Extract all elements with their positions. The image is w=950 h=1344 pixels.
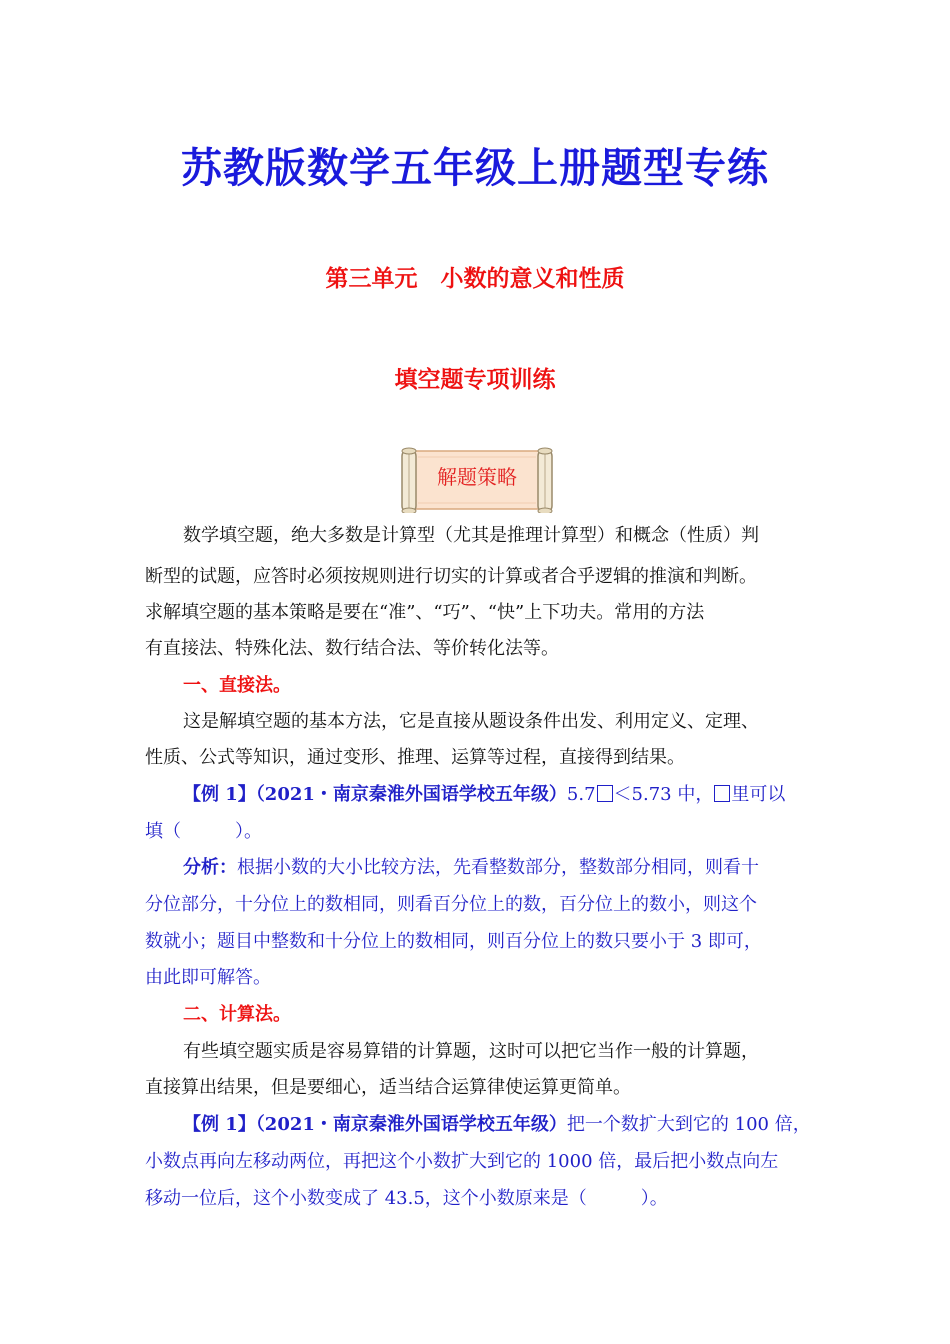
example-question-part-2: ＜5.73 中， (613, 784, 714, 805)
method2-example-line-1 (183, 1113, 883, 1137)
analysis-line-2: 分位部分，十分位上的数相同，则看百分位上的数，百分位上的数小，则这个 (145, 894, 757, 915)
intro-line-2: 断型的试题，应答时必须按规则进行切实的计算或者合乎逻辑的推演和判断。 (145, 566, 757, 587)
example-question-1: 把一个数扩大到它的 100 倍， (566, 1114, 811, 1135)
method2-heading: 二、计算法。 (183, 1004, 291, 1025)
method1-desc-1: 这是解填空题的基本方法，它是直接从题设条件出发、利用定义、定理、 (183, 711, 759, 732)
method2-desc-2: 直接算出结果，但是要细心，适当结合运算律使运算更简单。 (145, 1077, 631, 1098)
method2-example-line-2: 小数点再向左移动两位，再把这个小数扩大到它的 1000 倍，最后把小数点向左 (145, 1151, 779, 1172)
strategy-scroll-banner (398, 447, 556, 513)
example-question-part-1: 5.7 (566, 784, 596, 805)
analysis-label: 分析： (183, 857, 237, 878)
example-tag: 【例 1】（2021・南京秦淮外国语学校五年级） (183, 1114, 567, 1135)
intro-line-4: 有直接法、特殊化法、数行结合法、等价转化法等。 (145, 638, 559, 659)
banner-label: 解题策略 (437, 465, 517, 489)
blank-box (597, 785, 613, 802)
method2-desc-1: 有些填空题实质是容易算错的计算题，这时可以把它当作一般的计算题， (183, 1041, 759, 1062)
example-tag: 【例 1】（2021・南京秦淮外国语学校五年级） (183, 784, 567, 805)
intro-line-1: 数学填空题，绝大多数是计算型（尤其是推理计算型）和概念（性质）判 (183, 525, 759, 546)
method1-desc-2: 性质、公式等知识，通过变形、推理、运算等过程，直接得到结果。 (145, 747, 685, 768)
analysis-text-1: 根据小数的大小比较方法，先看整数部分，整数部分相同，则看十 (237, 857, 759, 878)
analysis-line-3: 数就小；题目中整数和十分位上的数相同，则百分位上的数只要小于 3 即可， (145, 931, 762, 952)
method1-example-line-1 (183, 783, 883, 807)
analysis-line-4: 由此即可解答。 (145, 967, 271, 988)
main-title: 苏教版数学五年级上册题型专练 (181, 144, 769, 192)
sub-title: 填空题专项训练 (394, 367, 556, 393)
intro-line-3: 求解填空题的基本策略是要在“准”、“巧”、“快”上下功夫。常用的方法 (145, 602, 705, 623)
analysis-line-1 (183, 856, 883, 880)
blank-box (714, 785, 730, 802)
method2-example-line-3: 移动一位后，这个小数变成了 43.5，这个小数原来是（ ）。 (145, 1188, 668, 1209)
method1-heading: 一、直接法。 (183, 675, 291, 696)
example-question-part-3: 里可以 (731, 784, 786, 805)
unit-title: 第三单元 小数的意义和性质 (325, 266, 625, 292)
method1-example-line-2: 填（ ）。 (145, 821, 262, 842)
